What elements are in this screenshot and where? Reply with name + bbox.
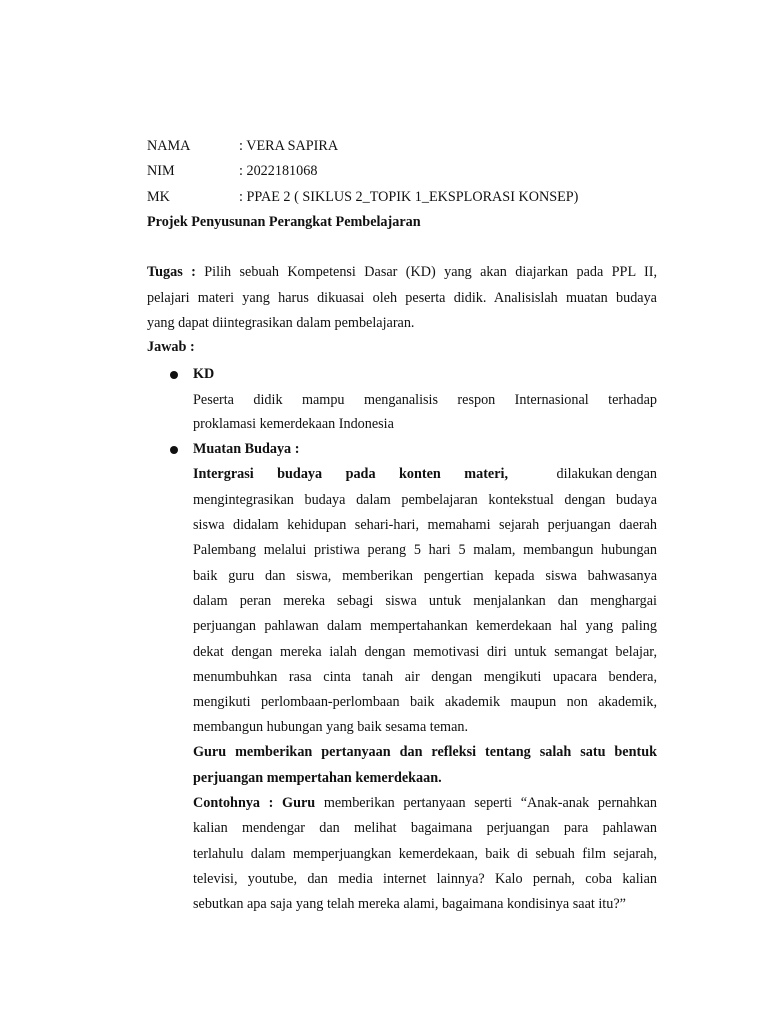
tugas-label: Tugas : (147, 264, 196, 280)
guru-bold-line-2: perjuangan mempertahan kemerdekaan. (193, 770, 442, 786)
contoh-line-1 (193, 791, 657, 816)
muatan-intro-rest: dilakukan dengan (556, 466, 657, 482)
project-title: Projek Penyusunan Perangkat Pembelajaran (147, 214, 421, 230)
muatan-line-6: perjuangan pahlawan dalam mempertahankan kemerdekaan hal yang paling (193, 618, 657, 634)
contoh-text-1: memberikan pertanyaan seperti “Anak-anak pernahkan (323, 795, 658, 811)
tugas-line-3: yang dapat diintegrasikan dalam pembelajaran. (147, 315, 415, 331)
mk-row (147, 185, 578, 209)
muatan-line-8: menumbuhkan rasa cinta tanah air dengan mengikuti upacara bendera, (193, 669, 657, 685)
nama-value: : VERA SAPIRA (239, 138, 339, 154)
nama-row (147, 134, 338, 158)
muatan-line-5: dalam peran mereka sebagi siswa untuk menjalankan dan menghargai (193, 593, 657, 609)
kd-line-2: proklamasi kemerdekaan Indonesia (193, 416, 394, 432)
jawab-label: Jawab : (147, 339, 195, 355)
kd-heading: KD (193, 366, 215, 382)
muatan-intro-line (193, 462, 657, 487)
muatan-line-1: mengintegrasikan budaya dalam pembelajaran kontekstual dengan budaya (193, 492, 657, 508)
guru-bold-line-1: Guru memberikan pertanyaan dan refleksi tentang salah satu bentuk (193, 744, 657, 760)
contoh-line-2: kalian mendengar dan melihat bagaimana perjuangan para pahlawan (193, 820, 657, 836)
muatan-line-2: siswa didalam kehidupan sehari-hari, memahami sejarah perjuangan daerah (193, 517, 657, 533)
muatan-heading: Muatan Budaya : (193, 441, 300, 457)
muatan-line-7: dekat dengan mereka ialah dengan memotivasi diri untuk semangat belajar, (193, 644, 657, 660)
tugas-line-2: pelajari materi yang harus dikuasai oleh peserta didik. Analisislah muatan budaya (147, 290, 657, 306)
nim-value: : 2022181068 (239, 163, 318, 179)
nama-label: NAMA (147, 138, 191, 154)
contoh-line-5: sebutkan apa saja yang telah mereka alami, bagaimana kondisinya saat itu?” (193, 896, 626, 912)
contoh-label: Contohnya : Guru (193, 795, 316, 811)
muatan-bullet (170, 446, 178, 454)
kd-bullet (170, 371, 178, 379)
nim-label: NIM (147, 163, 175, 179)
muatan-line-9: mengikuti perlombaan-perlombaan baik akademik maupun non akademik, (193, 694, 657, 710)
kd-line-1: Peserta didik mampu menganalisis respon Internasional terhadap (193, 392, 657, 408)
contoh-line-4: televisi, youtube, dan media internet lainnya? Kalo pernah, coba kalian (193, 871, 657, 887)
muatan-intro-bold: Intergrasi budaya pada konten materi, (193, 466, 508, 482)
nim-row (147, 159, 317, 183)
tugas-text-1: Pilih sebuah Kompetensi Dasar (KD) yang akan diajarkan pada PPL II, (204, 264, 657, 280)
tugas-line-1 (147, 260, 657, 285)
muatan-line-4: baik guru dan siswa, memberikan pengertian kepada siswa bahwasanya (193, 568, 657, 584)
muatan-line-3: Palembang melalui pristiwa perang 5 hari 5 malam, membangun hubungan (193, 542, 657, 558)
contoh-line-3: terlahulu dalam memperjuangkan kemerdekaan, baik di sebuah film sejarah, (193, 846, 657, 862)
mk-value: : PPAE 2 ( SIKLUS 2_TOPIK 1_EKSPLORASI KONSEP) (239, 189, 579, 205)
muatan-line-10: membangun hubungan yang baik sesama teman. (193, 719, 469, 735)
mk-label: MK (147, 189, 170, 205)
